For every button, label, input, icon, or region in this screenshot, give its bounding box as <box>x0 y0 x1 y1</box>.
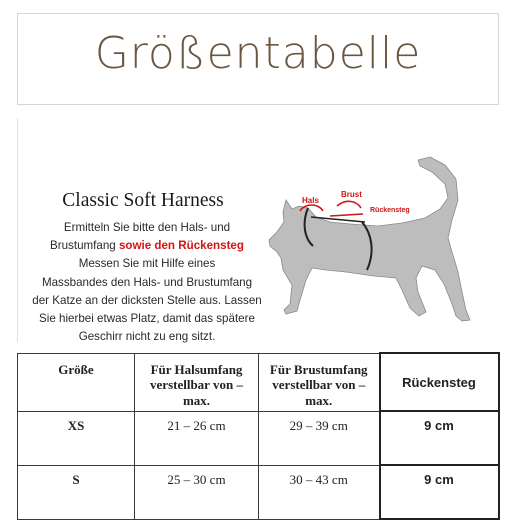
instruction-line: Messen Sie mit Hilfe eines <box>78 257 216 271</box>
table-header-row <box>18 353 499 411</box>
cell-rueckensteg: 9 cm <box>380 465 499 519</box>
cell-size: S <box>18 465 135 519</box>
cell-rueckensteg: 9 cm <box>380 411 499 465</box>
instruction-line: der Katze an der dicksten Stelle aus. Lassen <box>32 293 262 307</box>
cell-hals: 25 – 30 cm <box>135 465 259 519</box>
cell-size: XS <box>18 411 135 465</box>
cell-hals: 21 – 26 cm <box>135 411 259 465</box>
size-table <box>17 352 500 520</box>
cat-measurement-diagram <box>250 140 502 350</box>
table-row <box>18 465 499 519</box>
title-box <box>17 13 499 105</box>
header-rueckensteg: Rückensteg <box>380 353 499 411</box>
instruction-line: Massbandes den Hals- und Brustumfang <box>41 275 253 289</box>
rueckensteg-arrow <box>330 214 363 216</box>
highlight-text: sowie den Rückensteg <box>118 239 244 253</box>
measuring-instructions <box>18 219 276 346</box>
header-hals: Für Halsumfang verstellbar von – max. <box>135 353 259 411</box>
label-brust: Brust <box>341 190 362 199</box>
cell-brust: 30 – 43 cm <box>259 465 380 519</box>
instruction-line: Ermitteln Sie bitte den Hals- und <box>63 221 231 234</box>
table-row <box>18 411 499 465</box>
brust-arrow <box>337 201 361 208</box>
label-hals: Hals <box>302 196 319 205</box>
header-brust: Für Brustumfang verstellbar von – max. <box>259 353 380 411</box>
instruction-line: Sie hierbei etwas Platz, damit das spätere <box>39 312 255 326</box>
label-rueckensteg: Rückensteg <box>370 207 410 214</box>
instruction-line: Brustumfang sowie den Rückensteg <box>50 239 244 253</box>
header-size: Größe <box>18 353 135 411</box>
page-title: Größentabelle <box>94 28 422 79</box>
cell-brust: 29 – 39 cm <box>259 411 380 465</box>
product-name: Classic Soft Harness <box>62 190 224 211</box>
instruction-line: Geschirr nicht zu eng sitzt. <box>78 330 216 344</box>
